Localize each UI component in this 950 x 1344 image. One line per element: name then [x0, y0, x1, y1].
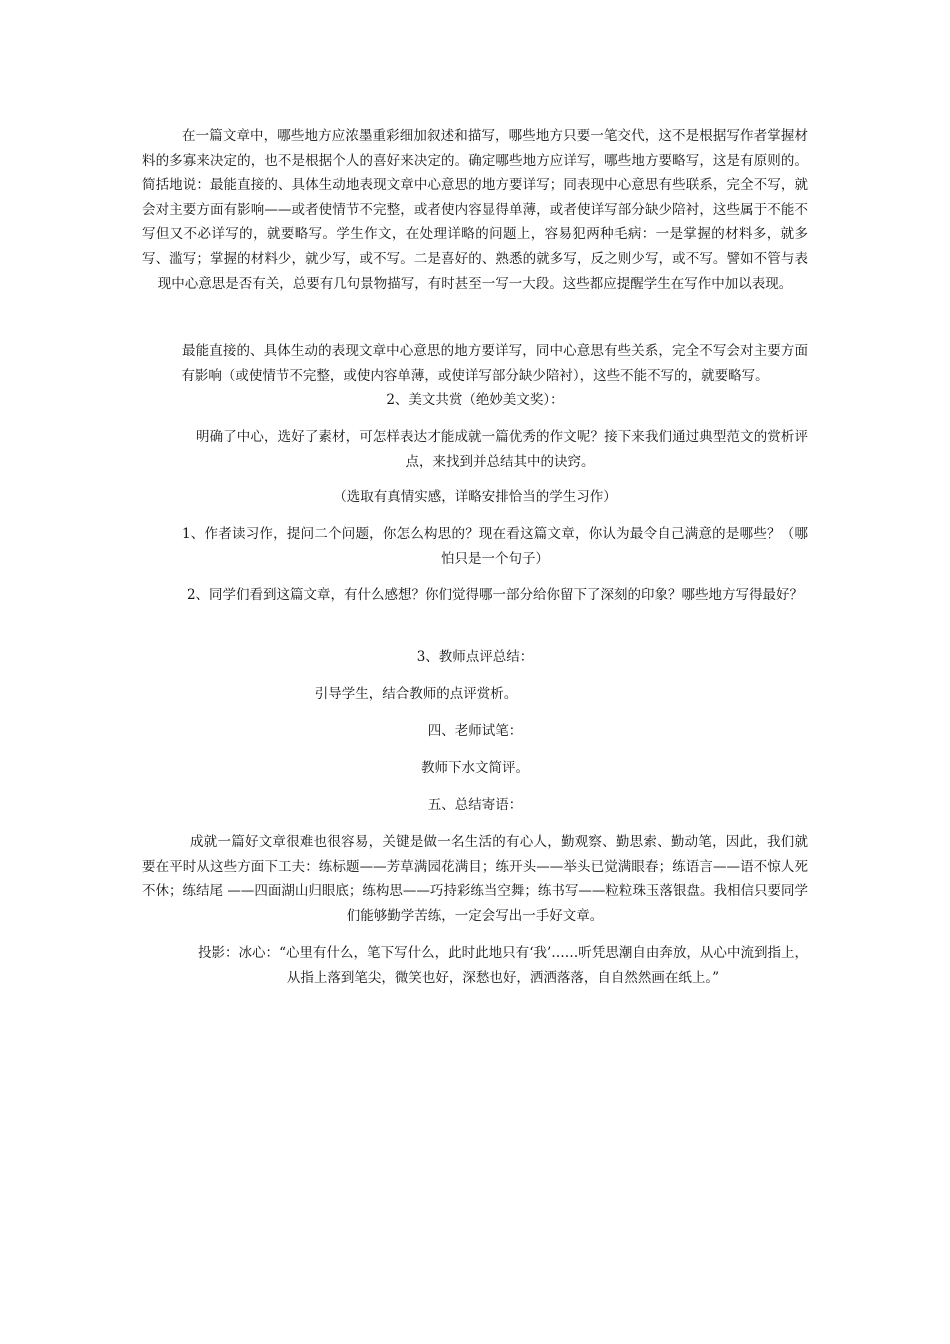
- section-heading-teacher-writing: 四、老师试笔：: [427, 723, 523, 739]
- paragraph-detail-summary: 最能直接的、具体生动的表现文章中心意思的地方要详写，同中心意思有些关系，完全不写会对主要方面有影响（或使情节不完整，或使内容单薄，或使详写部分缺少陪衬），这些不能不写的，就要略写。: [181, 343, 808, 384]
- section-heading-teacher-review: 3、教师点评总结：: [416, 649, 534, 665]
- paragraph-appreciation-intro: 明确了中心，选好了素材，可怎样表达才能成就一篇优秀的作文呢？接下来我们通过典型范文的赏析评点，来找到并总结其中的诀窍。: [196, 429, 808, 470]
- note-select-work: （选取有真情实感，详略安排恰当的学生习作）: [333, 489, 617, 505]
- paragraph-teacher-essay: 教师下水文简评。: [421, 760, 529, 776]
- paragraph-question-one: 1、作者读习作，提问二个问题，你怎么构思的？现在看这篇文章，你认为最令自己满意的是哪些？（哪怕只是一个句子）: [182, 526, 808, 567]
- section-heading-appreciation: 2、美文共赏（绝妙美文奖）：: [386, 392, 564, 408]
- paragraph-summary-message: 成就一篇好文章很难也很容易，关键是做一名生活的有心人，勤观察、勤思索、勤动笔，因此，我们就要在平时从这些方面下工夫：练标题——芳草满园花满目；练开头——举头已觉满眼春；练语言——语不惊人死不休；练结尾 ——四面湖山归眼底；练构思——巧持彩练当空舞；练书写——粒粒珠玉落银盘。我相信只要同学们能够勤学苦练，一定会写出一手好文章。: [142, 834, 808, 924]
- paragraph-bingxin-quote: 投影：冰心：“心里有什么，笔下写什么，此时此地只有‘我’……听凭思潮自由奔放，从心中流到指上，从指上落到笔尖，微笑也好，深愁也好，洒洒落落，自自然然画在纸上。”: [198, 945, 808, 986]
- paragraph-guide-students: 引导学生，结合教师的点评赏析。: [314, 686, 518, 702]
- paragraph-detail-principles: 在一篇文章中，哪些地方应浓墨重彩细加叙述和描写，哪些地方只要一笔交代，这不是根据写作者掌握材料的多寡来决定的，也不是根据个人的喜好来决定的。确定哪些地方应详写，哪些地方要略写，这是有原则的。简括地说：最能直接的、具体生动地表现文章中心意思的地方要详写；同表现中心意思有些联系，完全不写，就会对主要方面有影响——或者使情节不完整，或者使内容显得单薄，或者使详写部分缺少陪衬，这些属于不能不写但又不必详写的，就要略写。学生作文，在处理详略的问题上，容易犯两种毛病：一是掌握的材料多，就多写、滥写；掌握的材料少，就少写，或不写。二是喜好的、熟悉的就多写，反之则少写，或不写。譬如不管与表现中心意思是否有关，总要有几句景物描写，有时甚至一写一大段。这些都应提醒学生在写作中加以表现。: [142, 128, 808, 292]
- section-heading-summary: 五、总结寄语：: [427, 797, 523, 813]
- paragraph-question-two: 2、同学们看到这篇文章，有什么感想？你们觉得哪一部分给你留下了深刻的印象？哪些地方写得最好？: [186, 587, 804, 603]
